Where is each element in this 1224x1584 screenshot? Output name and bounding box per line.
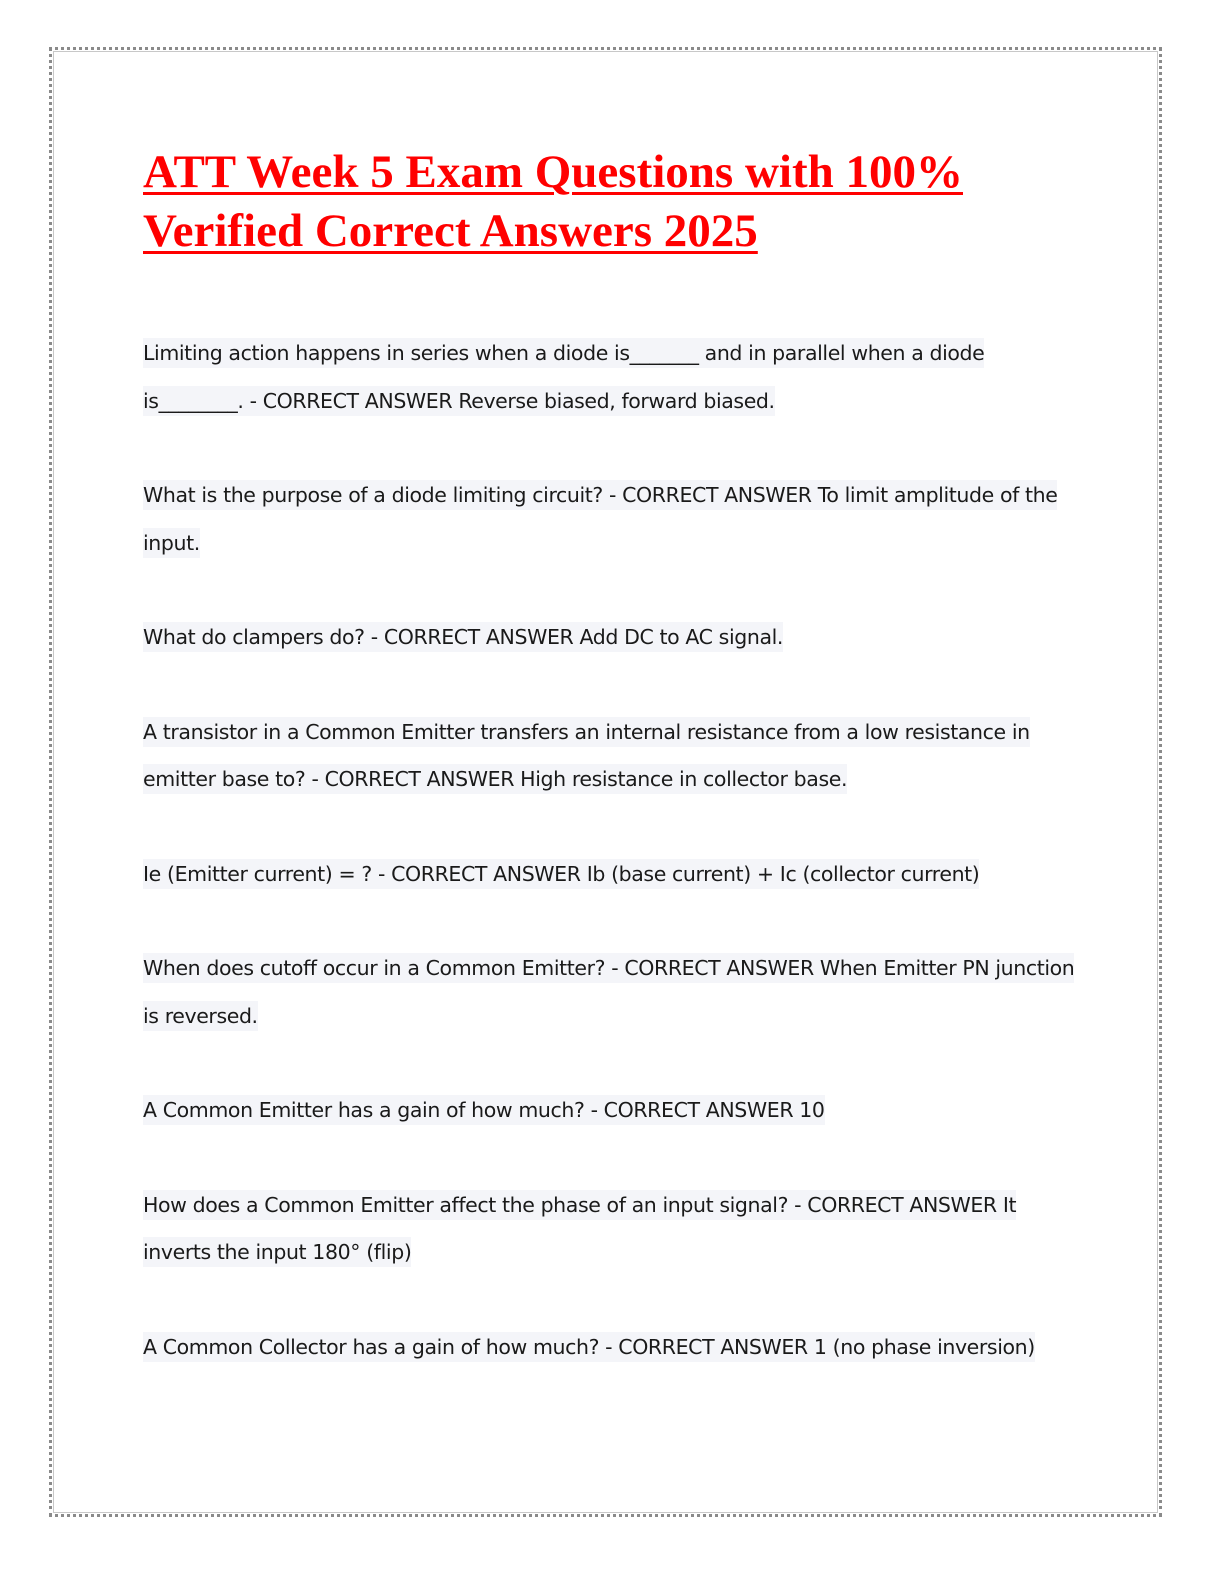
qa-item-6 [143, 945, 1083, 1040]
qa-text: A Common Emitter has a gain of how much? - CORRECT ANSWER 10 [143, 1095, 825, 1125]
qa-item-2 [143, 472, 1083, 567]
qa-text: How does a Common Emitter affect the phase of an input signal? - CORRECT ANSWER It inverts the input 180° (flip) [143, 1190, 1016, 1268]
qa-text: What is the purpose of a diode limiting circuit? - CORRECT ANSWER To limit amplitude of the input. [143, 480, 1057, 558]
document-title: ATT Week 5 Exam Questions with 100% Verified Correct Answers 2025 [143, 146, 963, 257]
qa-text: A Common Collector has a gain of how much? - CORRECT ANSWER 1 (no phase inversion) [143, 1332, 1035, 1362]
qa-text: Limiting action happens in series when a diode is_______ and in parallel when a diode is________. - CORRECT ANSWER Reverse biased, forward biased. [143, 338, 984, 416]
qa-item-8 [143, 1182, 1083, 1277]
qa-text: When does cutoff occur in a Common Emitter? - CORRECT ANSWER When Emitter PN junction is reversed. [143, 953, 1074, 1031]
qa-item-5 [143, 851, 1083, 899]
qa-text: What do clampers do? - CORRECT ANSWER Add DC to AC signal. [143, 622, 783, 652]
qa-item-9 [143, 1324, 1083, 1372]
qa-list [143, 330, 1083, 1418]
qa-item-4 [143, 709, 1083, 804]
qa-text: Ie (Emitter current) = ? - CORRECT ANSWER Ib (base current) + Ic (collector current) [143, 859, 979, 889]
qa-item-7 [143, 1087, 1083, 1135]
qa-text: A transistor in a Common Emitter transfers an internal resistance from a low resistance in emitter base to? - CORRECT ANSWER High resistance in collector base. [143, 717, 1030, 795]
qa-item-1 [143, 330, 1083, 425]
qa-item-3 [143, 614, 1083, 662]
